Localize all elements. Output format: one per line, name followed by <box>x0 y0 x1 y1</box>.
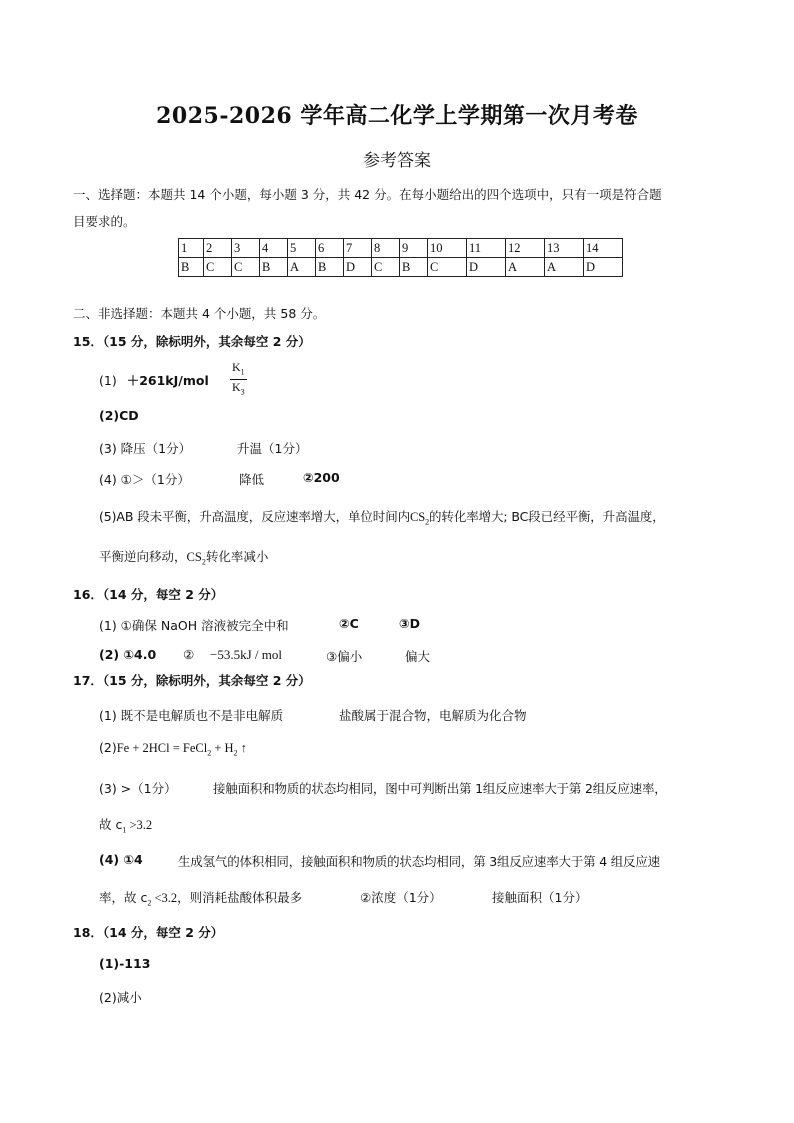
table-cell: 3 <box>232 239 260 258</box>
q15-heading: 15．（15 分，除标明外，其余每空 2 分） <box>73 334 311 349</box>
q17-part4-b: 生成氢气的体积相同，接触面积和物质的状态均相同，第 3组反应速率大于第 4 组反应速 <box>178 854 660 869</box>
q17-part3-c-value: >3.2 <box>126 818 153 832</box>
table-cell: 8 <box>372 239 400 258</box>
table-cell: 1 <box>179 239 204 258</box>
q15-part3-b: 升温（1分） <box>237 441 308 456</box>
table-cell: 12 <box>506 239 545 258</box>
cs2-symbol: CS <box>410 510 426 524</box>
section2-heading: 二、非选择题：本题共 4 个小题，共 58 分。 <box>73 306 326 321</box>
q15-part3-a: (3) 降压（1分） <box>99 441 192 456</box>
fraction-numerator: K <box>232 360 241 374</box>
cs2-subscript: 2 <box>201 557 206 567</box>
cs2-formula <box>186 550 206 567</box>
page-title: 2025-2026 学年高二化学上学期第一次月考卷 <box>156 103 638 129</box>
fraction-denominator-subscript: 3 <box>240 387 245 397</box>
fraction-numerator-subscript: 1 <box>240 367 245 377</box>
q16-part1-a: (1) ①确保 NaOH 溶液被完全中和 <box>99 618 289 633</box>
q17-part2 <box>99 740 247 758</box>
q17-part1-a: (1) 既不是电解质也不是非电解质 <box>99 708 284 723</box>
table-cell: B <box>400 258 428 277</box>
q15-part1-label: (1) <box>99 373 117 388</box>
q15-part1-value: ＋261kJ/mol <box>126 373 209 388</box>
table-cell: D <box>467 258 506 277</box>
q15-part1-fraction <box>230 360 247 400</box>
q15-part5-text-d: 转化率减小 <box>205 549 269 564</box>
q15-part5-text-c: 平衡逆向移动， <box>99 549 187 564</box>
page-subtitle: 参考答案 <box>363 151 431 171</box>
answer-table-number-row <box>179 239 623 258</box>
table-cell: C <box>428 258 467 277</box>
table-cell: C <box>372 258 400 277</box>
q16-heading: 16．（14 分，每空 2 分） <box>73 587 224 602</box>
q17-heading: 17．（15 分，除标明外，其余每空 2 分） <box>73 673 311 688</box>
q16-part2-e: 偏大 <box>405 649 431 664</box>
q17-part3-c <box>99 815 152 835</box>
q16-part2-c: −53.5kJ / mol <box>210 647 282 662</box>
q15-part4-b: 降低 <box>239 472 265 487</box>
cs2-formula <box>410 510 430 527</box>
equation-subscript-1: 2 <box>207 748 212 758</box>
q18-part1: (1)-113 <box>99 956 151 971</box>
q17-part4-c-value: <3.2 <box>151 891 178 905</box>
answer-table-answer-row <box>179 258 623 277</box>
q15-part5-text-a: (5)AB 段未平衡，升高温度，反应速率增大，单位时间内 <box>99 509 411 524</box>
table-cell: 6 <box>316 239 344 258</box>
q17-part4-d: ②浓度（1分） <box>360 890 442 905</box>
c1-subscript: 1 <box>122 825 127 835</box>
q16-part2-b: ② <box>183 647 195 662</box>
q17-part3-b: 接触面积和物质的状态均相同，图中可判断出第 1组反应速率大于第 2组反应速率， <box>213 781 667 796</box>
fraction-denominator: K <box>232 380 241 395</box>
table-cell: C <box>232 258 260 277</box>
chemical-equation <box>116 741 247 758</box>
equation-subscript-2: 2 <box>233 748 238 758</box>
section1-heading-line2: 目要求的。 <box>73 214 136 229</box>
table-cell: 9 <box>400 239 428 258</box>
table-cell: 5 <box>288 239 316 258</box>
q18-heading: 18．（14 分，每空 2 分） <box>73 925 224 940</box>
cs2-subscript: 2 <box>425 517 430 527</box>
table-cell: 13 <box>545 239 584 258</box>
equation-text-b: + H <box>211 741 234 755</box>
q17-part4-a: (4) ①4 <box>99 852 143 867</box>
table-cell: 10 <box>428 239 467 258</box>
table-cell: C <box>204 258 232 277</box>
q17-part4-c-text: 率，故 c <box>99 890 148 905</box>
table-cell: 4 <box>260 239 288 258</box>
table-cell: D <box>584 258 623 277</box>
q15-part4-c: ②200 <box>303 470 340 485</box>
table-cell: B <box>316 258 344 277</box>
q15-part2: (2)CD <box>99 408 139 423</box>
equation-text-a: Fe + 2HCl = FeCl <box>116 741 208 755</box>
table-cell: B <box>179 258 204 277</box>
table-cell: D <box>344 258 372 277</box>
section1-heading-line1: 一、选择题：本题共 14 个小题，每小题 3 分，共 42 分。在每小题给出的四个选项中，只有一项是符合题 <box>73 187 662 202</box>
q15-part4-a: (4) ①＞（1分） <box>99 472 190 487</box>
q16-part1-b: ②C <box>339 616 359 631</box>
q17-part4-c-text-2: ，则消耗盐酸体积最多 <box>177 890 303 905</box>
q17-part1-b: 盐酸属于混合物，电解质为化合物 <box>339 708 527 723</box>
q17-part3-c-text: 故 c <box>99 817 123 832</box>
table-cell: A <box>545 258 584 277</box>
q18-part2: (2)减小 <box>99 990 142 1005</box>
table-cell: 2 <box>204 239 232 258</box>
q17-part3-a: (3) >（1分） <box>99 781 177 796</box>
q16-part1-c: ③D <box>399 616 420 631</box>
cs2-symbol: CS <box>186 550 202 564</box>
q16-part2-a: (2) ①4.0 <box>99 647 157 662</box>
q17-part2-prefix: (2) <box>99 740 117 755</box>
table-cell: 14 <box>584 239 623 258</box>
table-cell: 7 <box>344 239 372 258</box>
q15-part5-line2 <box>99 547 268 567</box>
q16-part2-d: ③偏小 <box>326 649 363 664</box>
q17-part4-c <box>99 888 302 908</box>
table-cell: A <box>506 258 545 277</box>
table-cell: 11 <box>467 239 506 258</box>
table-cell: A <box>288 258 316 277</box>
q15-part1 <box>99 371 209 389</box>
q15-part5-line1 <box>99 507 665 527</box>
answer-table <box>178 238 623 277</box>
q17-part4-e: 接触面积（1分） <box>492 890 588 905</box>
c2-subscript: 2 <box>147 898 152 908</box>
q15-part5-text-b: 的转化率增大; BC段已经平衡，升高温度， <box>429 509 665 524</box>
equation-text-c: ↑ <box>237 741 247 755</box>
table-cell: B <box>260 258 288 277</box>
